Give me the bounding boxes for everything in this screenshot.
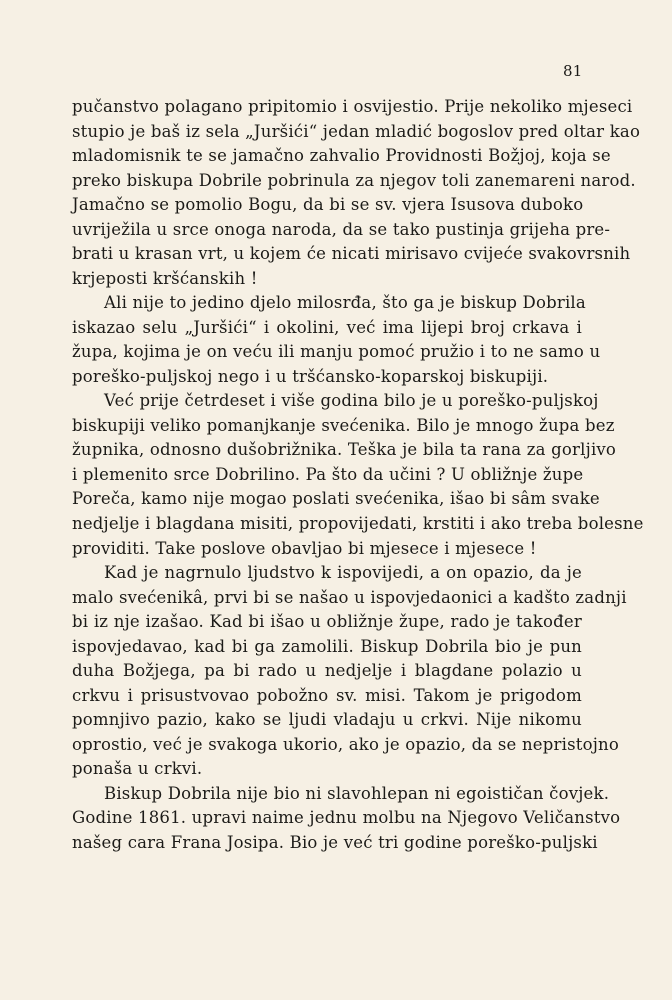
- text-line: Ali nije to jedino djelo milosrđa, što ga je biskup Dobrila: [104, 293, 586, 313]
- text-line: nedjelje i blagdana misiti, propovijedati, krstiti i ako treba bolesne: [72, 514, 644, 533]
- text-line: ispovjedavao, kad bi ga zamolili. Biskup Dobrila bio je pun: [72, 636, 582, 656]
- text-line: pomnjivo pazio, kako se ljudi vladaju u crkvi. Nije nikomu: [72, 710, 582, 730]
- text-line: malo svećenikâ, prvi bi se našao u ispovjedaonici a kadšto zadnji: [72, 587, 627, 607]
- text-line: Kad je nagrnulo ljudstvo k ispovijedi, a on opazio, da je: [104, 563, 582, 583]
- text-line: stupio je baš iz sela „Juršići“ jedan mladić bogoslov pred oltar kao: [72, 121, 641, 141]
- text-line: župnika, odnosno dušobrižnika. Teška je bila ta rana za gorljivo: [72, 440, 617, 460]
- text-line: bi iz nje izašao. Kad bi išao u obližnje župe, rado je također: [72, 612, 582, 632]
- text-line: župa, kojima je on veću ili manju pomoć pružio i to ne samo u: [72, 342, 601, 362]
- text-line: mladomisnik te se jamačno zahvalio Providnosti Božjoj, koja se: [72, 146, 611, 166]
- text-line: Biskup Dobrila nije bio ni slavohlepan ni egoističan čovjek.: [104, 783, 610, 803]
- text-line: pučanstvo polagano pripitomio i osvijestio. Prije nekoliko mjeseci: [72, 97, 633, 116]
- text-line: uvriježila u srce onoga naroda, da se tako pustinja grijeha pre-: [72, 219, 611, 239]
- text-line: i plemenito srce Dobrilino. Pa što da učini ? U obližnje župe: [72, 464, 584, 484]
- text-line: krjeposti kršćanskih !: [72, 268, 258, 288]
- page-number: 81: [563, 62, 583, 80]
- text-line: Godine 1861. upravi naime jednu molbu na Njegovo Veličanstvo: [72, 808, 621, 828]
- text-line: brati u krasan vrt, u kojem će nicati mirisavo cvijeće svakovrsnih: [72, 244, 631, 264]
- text-line: Jamačno se pomolio Bogu, da bi se sv. vjera Isusova duboko: [72, 195, 584, 215]
- text-line: Poreča, kamo nije mogao poslati svećenika, išao bi sâm svake: [72, 489, 600, 509]
- text-line: poreško-puljskoj nego i u tršćansko-koparskoj biskupiji.: [72, 366, 549, 386]
- text-line: iskazao selu „Juršići“ i okolini, već ima lijepi broj crkava i: [72, 317, 582, 337]
- text-line: Već prije četrdeset i više godina bilo je u poreško-puljskoj: [104, 391, 599, 411]
- text-line: crkvu i prisustvovao pobožno sv. misi. Takom je prigodom: [72, 685, 582, 705]
- text-line: providiti. Take poslove obavljao bi mjesece i mjesece !: [72, 538, 537, 558]
- text-line: oprostio, već je svakoga ukorio, ako je opazio, da se nepristojno: [72, 734, 619, 754]
- text-line: ponaša u crkvi.: [72, 759, 203, 779]
- text-line: biskupiji veliko pomanjkanje svećenika. Bilo je mnogo župa bez: [72, 415, 615, 435]
- text-line: našeg cara Frana Josipa. Bio je već tri godine poreško-puljski: [72, 832, 598, 852]
- text-line: preko biskupa Dobrile pobrinula za njegov toli zanemareni narod.: [72, 170, 636, 190]
- text-line: duha Božjega, pa bi rado u nedjelje i blagdane polazio u: [72, 661, 582, 681]
